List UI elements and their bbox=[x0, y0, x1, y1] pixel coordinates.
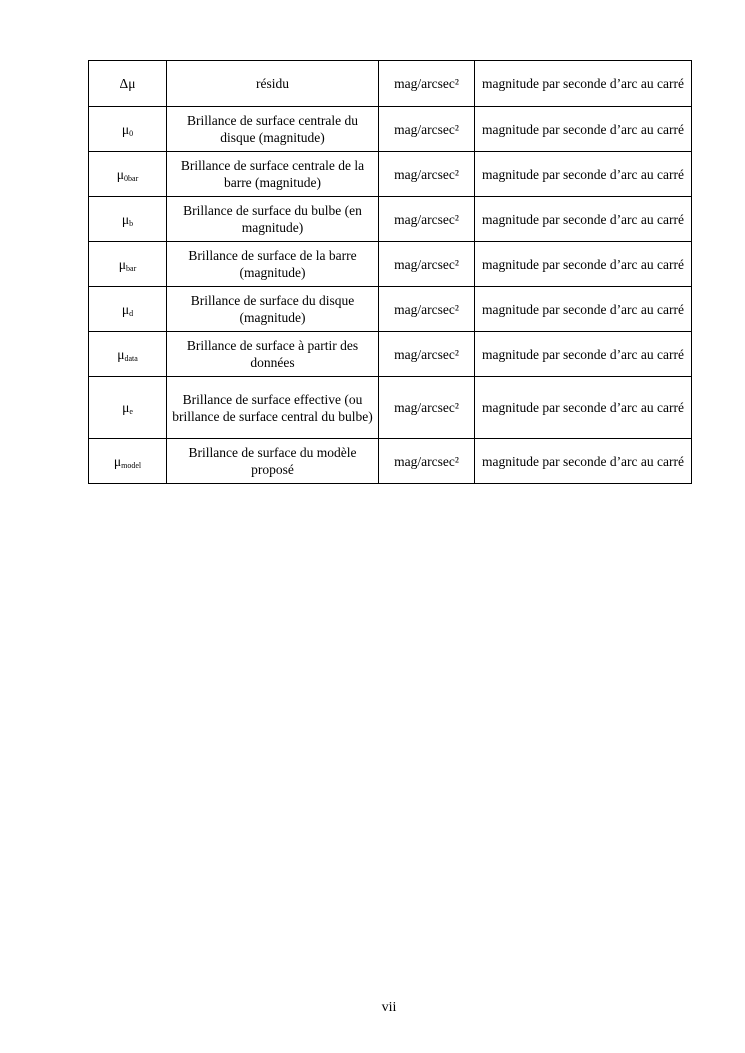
table-row bbox=[89, 287, 692, 332]
description-cell: Brillance de surface du disque (magnitude) bbox=[167, 287, 379, 332]
description-cell: Brillance de surface de la barre (magnitude) bbox=[167, 242, 379, 287]
symbol-text: μ bbox=[118, 256, 127, 272]
unit-name-cell: magnitude par seconde d’arc au carré bbox=[475, 61, 692, 107]
table-row bbox=[89, 197, 692, 242]
symbol-cell bbox=[89, 152, 167, 197]
unit-name-cell: magnitude par seconde d’arc au carré bbox=[475, 107, 692, 152]
unit-cell: mag/arcsec² bbox=[379, 242, 475, 287]
description-cell: Brillance de surface centrale de la barre (magnitude) bbox=[167, 152, 379, 197]
symbol-text: μ bbox=[117, 346, 125, 362]
symbols-table-body bbox=[89, 61, 692, 484]
unit-cell: mag/arcsec² bbox=[379, 197, 475, 242]
symbol-text: Δμ bbox=[119, 76, 136, 91]
table-row bbox=[89, 152, 692, 197]
symbol-subscript: data bbox=[124, 353, 138, 363]
symbol-cell bbox=[89, 377, 167, 439]
symbol-cell bbox=[89, 197, 167, 242]
unit-name-cell: magnitude par seconde d’arc au carré bbox=[475, 439, 692, 484]
symbol-text: μ bbox=[121, 211, 130, 227]
description-cell: résidu bbox=[167, 61, 379, 107]
table-row bbox=[89, 107, 692, 152]
symbol-subscript: b bbox=[129, 218, 134, 228]
description-cell: Brillance de surface du modèle proposé bbox=[167, 439, 379, 484]
description-cell: Brillance de surface du bulbe (en magnitude) bbox=[167, 197, 379, 242]
unit-name-cell: magnitude par seconde d’arc au carré bbox=[475, 152, 692, 197]
unit-name-cell: magnitude par seconde d’arc au carré bbox=[475, 377, 692, 439]
symbol-cell bbox=[89, 242, 167, 287]
description-cell: Brillance de surface effective (ou brillance de surface central du bulbe) bbox=[167, 377, 379, 439]
symbol-text: μ bbox=[116, 166, 125, 182]
table-row bbox=[89, 439, 692, 484]
page-number: vii bbox=[381, 1000, 397, 1015]
unit-cell: mag/arcsec² bbox=[379, 152, 475, 197]
symbol-cell bbox=[89, 61, 167, 107]
symbol-cell bbox=[89, 107, 167, 152]
symbols-table bbox=[88, 60, 692, 484]
symbol-subscript: 0 bbox=[129, 128, 134, 138]
symbol-cell bbox=[89, 287, 167, 332]
unit-cell: mag/arcsec² bbox=[379, 377, 475, 439]
table-row bbox=[89, 332, 692, 377]
symbol-subscript: model bbox=[121, 460, 142, 470]
symbol-text: μ bbox=[113, 453, 122, 469]
symbol-subscript: e bbox=[129, 407, 133, 416]
unit-cell: mag/arcsec² bbox=[379, 287, 475, 332]
unit-cell: mag/arcsec² bbox=[379, 332, 475, 377]
table-row bbox=[89, 377, 692, 439]
description-cell: Brillance de surface à partir des données bbox=[167, 332, 379, 377]
symbol-text: μ bbox=[121, 301, 130, 317]
table-row bbox=[89, 61, 692, 107]
symbol-cell bbox=[89, 332, 167, 377]
unit-name-cell: magnitude par seconde d’arc au carré bbox=[475, 287, 692, 332]
symbol-text: μ bbox=[122, 400, 130, 415]
unit-name-cell: magnitude par seconde d’arc au carré bbox=[475, 242, 692, 287]
symbol-cell bbox=[89, 439, 167, 484]
unit-name-cell: magnitude par seconde d’arc au carré bbox=[475, 197, 692, 242]
table-row bbox=[89, 242, 692, 287]
description-cell: Brillance de surface centrale du disque (magnitude) bbox=[167, 107, 379, 152]
symbol-subscript: d bbox=[129, 308, 134, 318]
unit-cell: mag/arcsec² bbox=[379, 107, 475, 152]
unit-name-cell: magnitude par seconde d’arc au carré bbox=[475, 332, 692, 377]
symbol-subscript: bar bbox=[126, 263, 137, 273]
unit-cell: mag/arcsec² bbox=[379, 61, 475, 107]
symbol-subscript: 0bar bbox=[124, 173, 139, 183]
unit-cell: mag/arcsec² bbox=[379, 439, 475, 484]
symbol-text: μ bbox=[121, 121, 130, 137]
